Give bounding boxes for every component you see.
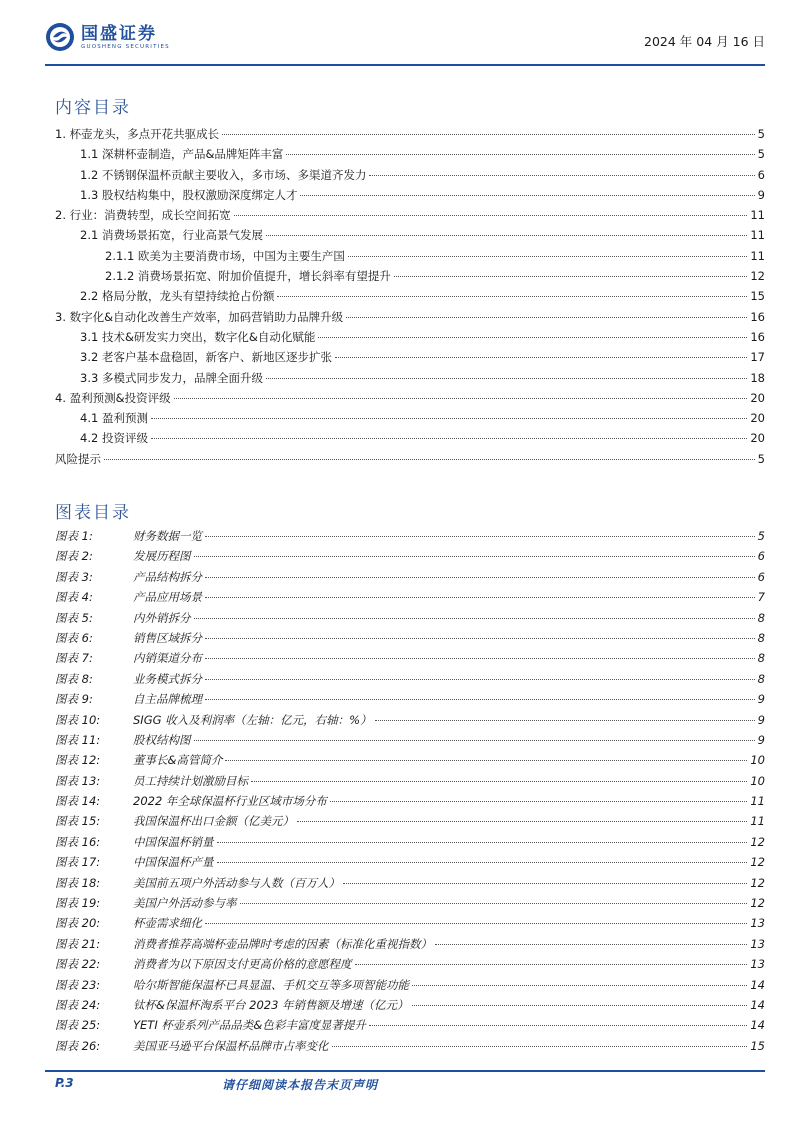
figure-entry-text: 哈尔斯智能保温杯已具显温、手机交互等多项智能功能: [133, 977, 409, 992]
figure-leader-dots: [205, 923, 747, 924]
toc-title: 内容目录: [55, 98, 131, 118]
figure-entry-page: 8: [757, 651, 765, 666]
figure-entry-number: 图表 17:: [55, 855, 101, 870]
toc-entry-text: 2.1 消费场景拓宽，行业高景气发展: [80, 228, 263, 243]
figure-entry-number: 图表 8:: [55, 671, 93, 686]
toc-entry-page: 9: [757, 187, 765, 202]
figure-entry-page: 12: [750, 875, 765, 890]
toc-leader-dots: [266, 378, 747, 379]
figure-leader-dots: [412, 985, 747, 986]
figure-entry-text: 钛杯&保温杯淘系平台 2023 年销售额及增速（亿元）: [133, 997, 409, 1012]
toc-entry-text: 2. 行业：消费转型，成长空间拓宽: [55, 208, 231, 223]
toc-leader-dots: [104, 459, 755, 460]
toc-entry-text: 1.1 深耕杯壶制造，产品&品牌矩阵丰富: [80, 147, 284, 162]
figure-entry-number: 图表 1:: [55, 529, 93, 543]
figure-entry-page: 12: [750, 834, 765, 849]
figure-entry-text: SIGG 收入及利润率（左轴：亿元，右轴：%）: [133, 712, 372, 727]
figure-leader-dots: [205, 638, 755, 639]
figure-entry-number: 图表 23:: [55, 977, 101, 992]
toc-leader-dots: [151, 438, 747, 439]
figure-entry[interactable]: [55, 528, 765, 548]
figure-entry-page: 10: [750, 753, 765, 768]
figure-entry-page: 8: [757, 671, 765, 686]
toc-entry-text: 1.3 股权结构集中，股权激励深度绑定人才: [80, 187, 298, 202]
figure-entry-text: 业务模式拆分: [133, 671, 202, 686]
toc-entry[interactable]: [55, 410, 765, 430]
list-of-figures: [55, 528, 765, 1058]
toc-entry[interactable]: [55, 268, 765, 288]
figure-entry-text: 财务数据一览: [133, 529, 202, 543]
figure-leader-dots: [369, 1025, 748, 1026]
figure-entry-number: 图表 12:: [55, 753, 101, 768]
toc-entry[interactable]: [55, 288, 765, 308]
figure-entry-number: 图表 14:: [55, 794, 101, 809]
toc-entry[interactable]: [55, 167, 765, 187]
figure-entry-number: 图表 24:: [55, 997, 101, 1012]
figure-entry-page: 6: [757, 569, 765, 584]
toc-entry[interactable]: [55, 430, 765, 450]
figure-leader-dots: [205, 699, 755, 700]
figure-leader-dots: [217, 862, 748, 863]
figure-entry-number: 图表 10:: [55, 712, 101, 727]
toc-entry-page: 17: [750, 350, 765, 365]
toc-leader-dots: [151, 418, 747, 419]
figure-entry-text: 股权结构图: [133, 732, 191, 747]
figure-entry-text: 发展历程图: [133, 549, 191, 564]
table-of-contents: [55, 126, 765, 471]
toc-entry-page: 5: [757, 451, 765, 466]
toc-leader-dots: [348, 256, 747, 257]
figure-entry[interactable]: [55, 834, 765, 854]
figure-leader-dots: [435, 944, 747, 945]
figure-entry-text: 中国保温杯产量: [133, 855, 214, 870]
figure-entry[interactable]: [55, 977, 765, 997]
figure-leader-dots: [205, 597, 755, 598]
figure-entry-page: 12: [750, 855, 765, 870]
figure-entry[interactable]: [55, 712, 765, 732]
toc-leader-dots: [266, 235, 747, 236]
figure-leader-dots: [205, 679, 755, 680]
figure-entry-page: 13: [750, 957, 765, 972]
figure-entry[interactable]: [55, 630, 765, 650]
figure-entry-page: 14: [750, 977, 765, 992]
toc-entry-text: 2.1.2 消费场景拓宽、附加价值提升，增长斜率有望提升: [105, 269, 391, 284]
toc-entry-page: 20: [750, 390, 765, 405]
figure-entry-page: 9: [757, 732, 765, 747]
figure-entry-text: 自主品牌梳理: [133, 692, 202, 707]
figure-entry-number: 图表 2:: [55, 549, 93, 564]
footer-divider: [45, 1070, 765, 1072]
toc-entry-text: 3. 数字化&自动化改善生产效率，加码营销助力品牌升级: [55, 309, 344, 324]
guosheng-logo-icon: [45, 22, 75, 52]
toc-entry[interactable]: [55, 187, 765, 207]
page-header: [45, 22, 765, 62]
toc-leader-dots: [394, 276, 747, 277]
toc-entry-text: 1. 杯壶龙头，多点开花共驱成长: [55, 127, 220, 141]
figure-leader-dots: [343, 883, 747, 884]
figure-entry-page: 11: [750, 794, 765, 809]
toc-leader-dots: [346, 317, 747, 318]
figure-leader-dots: [297, 821, 747, 822]
figure-entry-number: 图表 4:: [55, 590, 93, 605]
figure-entry-text: 产品结构拆分: [133, 569, 202, 584]
figures-title: 图表目录: [55, 503, 131, 523]
toc-entry-page: 5: [757, 127, 765, 141]
toc-leader-dots: [234, 215, 748, 216]
toc-entry-page: 16: [750, 309, 765, 324]
toc-entry-page: 11: [750, 208, 765, 223]
toc-entry-page: 5: [757, 147, 765, 162]
toc-leader-dots: [300, 195, 754, 196]
toc-entry-page: 20: [750, 431, 765, 446]
toc-entry[interactable]: [55, 451, 765, 471]
toc-entry-text: 1.2 不锈钢保温杯贡献主要收入，多市场、多渠道齐发力: [80, 167, 367, 182]
figure-leader-dots: [225, 760, 747, 761]
toc-entry-text: 4.2 投资评级: [80, 431, 148, 446]
figure-leader-dots: [330, 801, 747, 802]
figure-leader-dots: [205, 577, 755, 578]
figure-entry-page: 13: [750, 916, 765, 931]
figure-entry-text: 消费者推荐高端杯壶品牌时考虑的因素（标准化重视指数）: [133, 936, 432, 951]
figure-leader-dots: [194, 740, 755, 741]
toc-entry-page: 11: [750, 248, 765, 263]
logo-english-name: GUOSHENG SECURITIES: [81, 43, 170, 50]
toc-entry-page: 12: [750, 269, 765, 284]
figure-leader-dots: [251, 781, 747, 782]
figure-entry-number: 图表 13:: [55, 773, 101, 788]
figure-entry[interactable]: [55, 936, 765, 956]
toc-entry-text: 2.1.1 欧美为主要消费市场，中国为主要生产国: [105, 248, 345, 263]
figure-entry-number: 图表 26:: [55, 1038, 101, 1053]
toc-entry[interactable]: [55, 370, 765, 390]
figure-entry-number: 图表 7:: [55, 651, 93, 666]
figure-entry-number: 图表 18:: [55, 875, 101, 890]
figure-leader-dots: [205, 536, 755, 537]
toc-leader-dots: [318, 337, 747, 338]
toc-leader-dots: [335, 357, 747, 358]
figure-entry-number: 图表 20:: [55, 916, 101, 931]
figure-entry-page: 9: [757, 692, 765, 707]
figure-entry-text: 内销渠道分布: [133, 651, 202, 666]
figure-entry-text: 内外销拆分: [133, 610, 191, 625]
figure-entry-number: 图表 5:: [55, 610, 93, 625]
toc-entry[interactable]: [55, 309, 765, 329]
figure-leader-dots: [375, 720, 755, 721]
figure-entry-page: 10: [750, 773, 765, 788]
figure-entry-page: 6: [757, 549, 765, 564]
toc-leader-dots: [369, 175, 754, 176]
toc-entry[interactable]: [55, 227, 765, 247]
toc-entry[interactable]: [55, 207, 765, 227]
figure-entry-page: 13: [750, 936, 765, 951]
figure-entry-page: 7: [757, 590, 765, 605]
figure-entry[interactable]: [55, 997, 765, 1017]
report-date: 2024 年 04 月 16 日: [644, 34, 765, 49]
toc-leader-dots: [174, 398, 748, 399]
figure-entry[interactable]: [55, 773, 765, 793]
figure-entry-page: 9: [757, 712, 765, 727]
figure-entry-text: 我国保温杯出口金额（亿美元）: [133, 814, 294, 829]
figure-entry[interactable]: [55, 1038, 765, 1058]
toc-entry-text: 3.3 多模式同步发力，品牌全面升级: [80, 370, 263, 385]
figure-entry-page: 11: [750, 814, 765, 829]
figure-leader-dots: [332, 1046, 748, 1047]
toc-entry-text: 4. 盈利预测&投资评级: [55, 390, 171, 405]
figure-entry[interactable]: [55, 671, 765, 691]
figure-entry[interactable]: [55, 650, 765, 670]
figure-entry-page: 14: [750, 1018, 765, 1033]
toc-entry[interactable]: [55, 349, 765, 369]
company-logo: [45, 22, 170, 52]
figure-entry-number: 图表 19:: [55, 896, 101, 911]
figure-leader-dots: [217, 842, 748, 843]
figure-entry-text: 美国亚马逊平台保温杯品牌市占率变化: [133, 1038, 329, 1053]
toc-entry-page: 18: [750, 370, 765, 385]
figure-entry-text: 美国户外活动参与率: [133, 896, 237, 911]
toc-entry-page: 15: [750, 289, 765, 304]
figure-entry[interactable]: [55, 589, 765, 609]
toc-entry-page: 16: [750, 329, 765, 344]
figure-entry-number: 图表 3:: [55, 569, 93, 584]
figure-entry-page: 8: [757, 630, 765, 645]
figure-leader-dots: [240, 903, 748, 904]
figure-entry-number: 图表 11:: [55, 732, 101, 747]
figure-entry-text: 员工持续计划激励目标: [133, 773, 248, 788]
figure-entry[interactable]: [55, 691, 765, 711]
figure-entry-text: 中国保温杯销量: [133, 834, 214, 849]
toc-entry[interactable]: [55, 248, 765, 268]
figure-entry-text: 杯壶需求细化: [133, 916, 202, 931]
figure-entry[interactable]: [55, 752, 765, 772]
figure-leader-dots: [412, 1005, 748, 1006]
figure-entry-number: 图表 25:: [55, 1018, 101, 1033]
toc-entry-text: 4.1 盈利预测: [80, 411, 148, 426]
figure-entry-page: 12: [750, 896, 765, 911]
toc-leader-dots: [277, 296, 747, 297]
toc-entry-page: 11: [750, 228, 765, 243]
toc-leader-dots: [286, 154, 754, 155]
figure-entry-number: 图表 16:: [55, 834, 101, 849]
figure-leader-dots: [194, 556, 755, 557]
toc-entry-text: 3.2 老客户基本盘稳固，新客户、新地区逐步扩张: [80, 350, 332, 365]
toc-entry-text: 2.2 格局分散，龙头有望持续抢占份额: [80, 289, 275, 304]
figure-entry-number: 图表 22:: [55, 957, 101, 972]
toc-leader-dots: [222, 134, 755, 135]
toc-entry[interactable]: [55, 126, 765, 146]
figure-entry[interactable]: [55, 956, 765, 976]
toc-entry[interactable]: [55, 146, 765, 166]
figure-entry-text: 2022 年全球保温杯行业区域市场分布: [133, 794, 327, 809]
footer-disclaimer: 请仔细阅读本报告末页声明: [222, 1078, 379, 1092]
toc-entry-text: 3.1 技术&研发实力突出，数字化&自动化赋能: [80, 329, 316, 344]
figure-entry-text: 董事长&高管简介: [133, 753, 223, 768]
figure-entry-page: 14: [750, 997, 765, 1012]
toc-entry[interactable]: [55, 329, 765, 349]
toc-entry[interactable]: [55, 390, 765, 410]
toc-entry-page: 20: [750, 411, 765, 426]
figure-leader-dots: [194, 618, 755, 619]
figure-entry-text: YETI 杯壶系列产品品类&色彩丰富度显著提升: [133, 1018, 366, 1033]
figure-entry-text: 产品应用场景: [133, 590, 202, 605]
figure-entry-text: 消费者为以下原因支付更高价格的意愿程度: [133, 957, 352, 972]
figure-entry[interactable]: [55, 895, 765, 915]
figure-leader-dots: [205, 658, 755, 659]
figure-entry-text: 销售区域拆分: [133, 630, 202, 645]
figure-entry[interactable]: [55, 854, 765, 874]
figure-entry[interactable]: [55, 813, 765, 833]
figure-entry[interactable]: [55, 793, 765, 813]
figure-entry[interactable]: [55, 875, 765, 895]
figure-entry[interactable]: [55, 548, 765, 568]
figure-leader-dots: [355, 964, 748, 965]
logo-chinese-name: 国盛证券: [81, 23, 157, 44]
figure-entry[interactable]: [55, 569, 765, 589]
figure-entry-number: 图表 21:: [55, 936, 101, 951]
figure-entry[interactable]: [55, 732, 765, 752]
figure-entry-page: 8: [757, 610, 765, 625]
figure-entry-number: 图表 6:: [55, 630, 93, 645]
figure-entry-page: 15: [750, 1038, 765, 1053]
figure-entry[interactable]: [55, 915, 765, 935]
page-number: P.3: [55, 1076, 74, 1090]
figure-entry-number: 图表 9:: [55, 692, 93, 707]
toc-entry-text: 风险提示: [55, 451, 101, 466]
figure-entry-page: 5: [757, 529, 765, 543]
figure-entry[interactable]: [55, 610, 765, 630]
header-divider: [45, 64, 765, 66]
figure-entry-number: 图表 15:: [55, 814, 101, 829]
figure-entry-text: 美国前五项户外活动参与人数（百万人）: [133, 875, 340, 890]
toc-entry-page: 6: [757, 167, 765, 182]
figure-entry[interactable]: [55, 1017, 765, 1037]
